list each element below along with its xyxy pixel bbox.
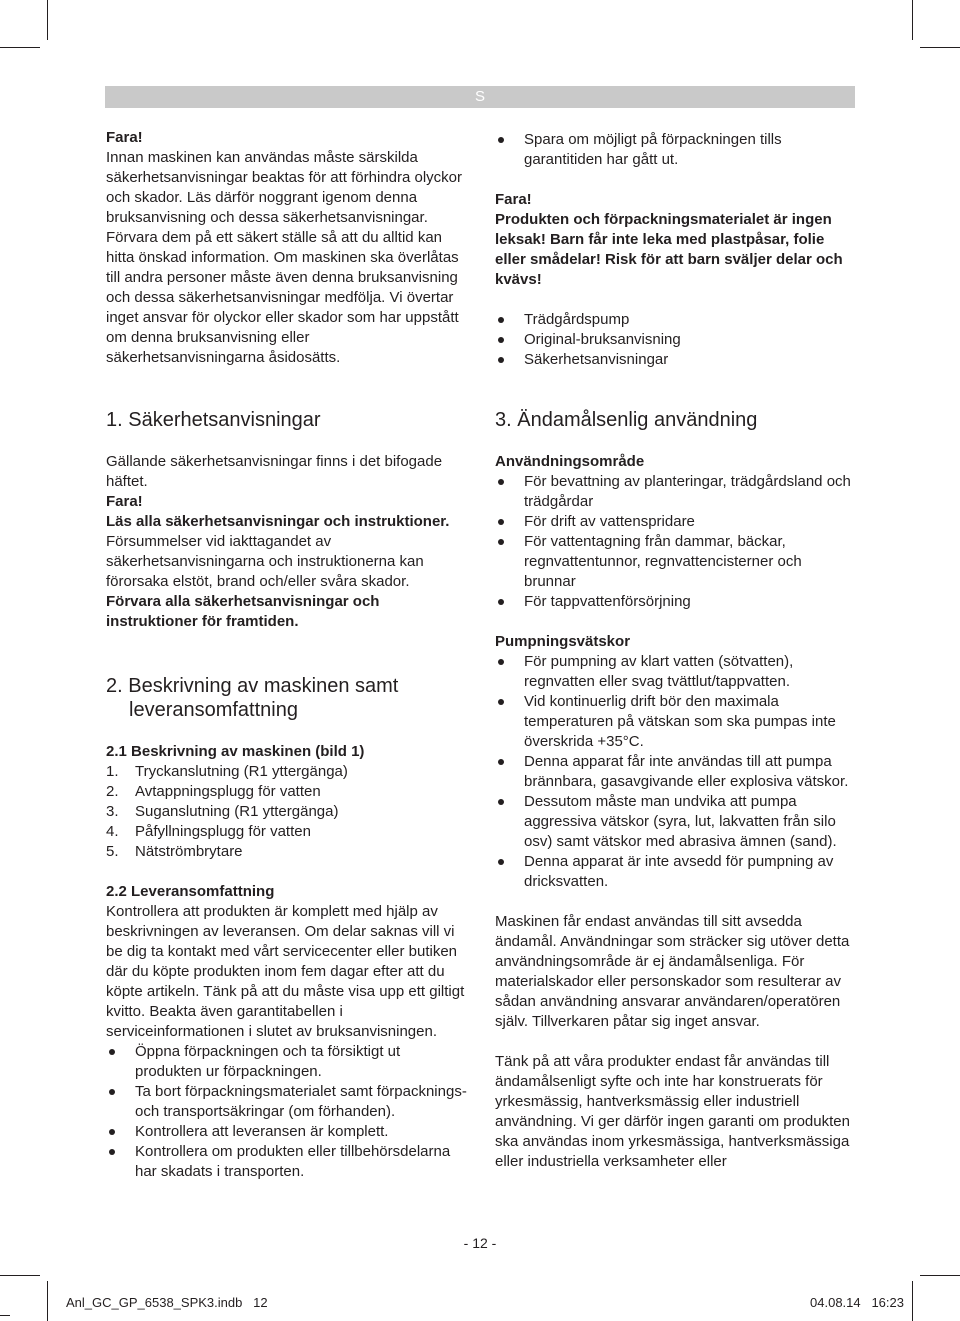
bullet-icon (109, 1089, 115, 1095)
list-item: Spara om möjligt på förpackningen tills garantitiden har gått ut. (495, 130, 855, 170)
intended-use-paragraph: Maskinen får endast användas till sitt avsedda ändamål. Användningar som sträcker sig utöver detta användningsområde är ej ändamålsenliga. För materialskador eller personskador som resulterar av sådan användning ansvarar användaren/operatören själv. Tillverkaren påtar sig inget ansvar. (495, 913, 850, 1030)
list-item: För tappvattenförsörjning (495, 592, 857, 612)
footer-date-time: 04.08.14 16:23 (810, 1295, 904, 1310)
pump-fluids-title: Pumpningsvätskor (495, 633, 631, 650)
bullet-icon (498, 799, 504, 805)
language-letter: S (474, 88, 485, 105)
bullet-icon (498, 539, 504, 545)
section-2-2-text: Kontrollera att produkten är komplett med hjälp av beskrivningen av leveransen. Om delar saknas vill vi be dig ta kontakt med vårt servicecenter eller butiken där du köpte produkten inom fem dagar efter att du köpte artikeln. Tänk på att du måste visa upp ett giltigt kvitto. Beakta även garantitabellen i serviceinformationen i slutet av bruksanvisningen. (106, 903, 465, 1040)
list-item: För bevattning av planteringar, trädgårdsland och trädgårdar (495, 472, 857, 512)
bullet-icon (498, 357, 504, 363)
list-item: Dessutom måste man undvika att pumpa aggressiva vätskor (syra, lut, lakvatten från silo osv) samt vätskor med abrasiva ämnen (sand). (495, 792, 857, 852)
section-2-2-title: 2.2 Leveransomfattning (106, 883, 275, 900)
list-item: Trädgårdspump (495, 310, 855, 330)
bullet-icon (498, 479, 504, 485)
list-item: 3. Suganslutning (R1 yttergänga) (106, 803, 339, 820)
list-item: För vattentagning från dammar, bäckar, regnvattentunnor, regnvattencisterner och brunnar (495, 532, 857, 592)
crop-mark (920, 1275, 960, 1276)
footer-file-name: Anl_GC_GP_6538_SPK3.indb 12 (66, 1295, 268, 1310)
list-item: 2. Avtappningsplugg för vatten (106, 783, 321, 800)
crop-mark (47, 1281, 48, 1321)
list-item: Säkerhetsanvisningar (495, 350, 855, 370)
usage-area-title: Användningsområde (495, 453, 645, 470)
section-2-heading: 2. Beskrivning av maskinen samt leveransomfattning (106, 675, 399, 721)
crop-mark (0, 1275, 40, 1276)
section-1-danger: Läs alla säkerhetsanvisningar och instruktioner. Försummelser vid iakttagandet av säkerhetsanvisningarna och instruktionerna kan förorsaka elstöt, brand och/eller svåra skador. Förvara alla säkerhetsanvisningar och instruktioner för framtiden. (106, 513, 450, 630)
contents-list (495, 310, 855, 370)
bullet-icon (498, 659, 504, 665)
list-item: Vid kontinuerlig drift bör den maximala temperaturen på vätskan som ska pumpas inte överskrida +35°C. (495, 692, 857, 752)
bullet-icon (498, 137, 504, 143)
list-item: Denna apparat är inte avsedd för pumpning av dricksvatten. (495, 852, 857, 892)
list-item: Denna apparat får inte användas till att pumpa brännbara, gasavgivande eller explosiva vätskor. (495, 752, 857, 792)
danger-title: Fara! (106, 129, 143, 146)
list-item: Kontrollera om produkten eller tillbehörsdelarna har skadats i transporten. (106, 1142, 468, 1182)
bullet-icon (498, 699, 504, 705)
parts-list (106, 762, 468, 862)
danger-title: Fara! (495, 191, 532, 208)
list-item: Kontrollera att leveransen är komplett. (106, 1122, 468, 1142)
section-2-1-title: 2.1 Beskrivning av maskinen (bild 1) (106, 743, 365, 760)
keep-packaging-list (495, 130, 855, 170)
danger-text: Innan maskinen kan användas måste särskilda säkerhetsanvisningar beaktas för att förhindra olyckor och skador. Läs därför noggrant igenom denna bruksanvisning och dessa säkerhetsanvisningar. Förvara dem på ett säkert ställe så att du alltid kan hitta önskad information. Om maskinen ska överlåtas till andra personer måste även denna bruksanvisning och dessa säkerhetsanvisningar medfölja. Vi övertar inget ansvar för olyckor eller skador som har uppstått om denna bruksanvisning eller säkerhetsanvisningarna åsidosätts. (106, 149, 463, 366)
list-item: Öppna förpackningen och ta försiktigt ut produkten ur förpackningen. (106, 1042, 468, 1082)
bullet-icon (109, 1049, 115, 1055)
section-3-heading: 3. Ändamålsenlig användning (495, 409, 758, 431)
list-item: 1. Tryckanslutning (R1 yttergänga) (106, 763, 348, 780)
left-main-column (106, 408, 468, 1182)
bullet-icon (498, 519, 504, 525)
bullet-icon (109, 1129, 115, 1135)
danger-text: Produkten och förpackningsmaterialet är ingen leksak! Barn får inte leka med plastpåsar, folie eller smådelar! Risk för att barn sväljer delar och kvävs! (495, 211, 843, 288)
section-1-heading: 1. Säkerhetsanvisningar (106, 409, 321, 431)
bullet-icon (109, 1149, 115, 1155)
section-1-intro: Gällande säkerhetsanvisningar finns i det bifogade häftet. (106, 453, 443, 490)
pump-fluids-list (495, 652, 857, 892)
danger-title: Fara! (106, 493, 143, 510)
unpacking-steps-list (106, 1042, 468, 1182)
list-item: För pumpning av klart vatten (sötvatten), regnvatten eller svag tvättlut/tappvatten. (495, 652, 857, 692)
crop-mark (0, 47, 40, 48)
list-item: Ta bort förpackningsmaterialet samt förpacknings- och transportsäkringar (om förhanden). (106, 1082, 468, 1122)
list-item: 5. Nätströmbrytare (106, 843, 243, 860)
left-top-block (106, 128, 466, 368)
crop-mark (47, 0, 48, 40)
bullet-icon (498, 317, 504, 323)
crop-mark (920, 47, 960, 48)
list-item: 4. Påfyllningsplugg för vatten (106, 823, 311, 840)
crop-mark (0, 1315, 10, 1316)
list-item: Original-bruksanvisning (495, 330, 855, 350)
crop-mark (912, 1281, 913, 1321)
bullet-icon (498, 337, 504, 343)
crop-mark (912, 0, 913, 40)
usage-area-list (495, 472, 857, 612)
list-item: För drift av vattenspridare (495, 512, 857, 532)
bullet-icon (498, 759, 504, 765)
bullet-icon (498, 859, 504, 865)
header-bar (105, 86, 855, 108)
right-main-column (495, 408, 857, 1172)
warranty-paragraph: Tänk på att våra produkter endast får användas till ändamålsenligt syfte och inte har konstruerats för yrkesmässig, hantverksmässig eller industriell användning. Vi ger därför ingen garanti om produkten ska användas inom yrkesmässiga, hantverksmässiga eller industriella verksamheter eller (495, 1053, 850, 1170)
right-top-block (495, 130, 855, 370)
bullet-icon (498, 599, 504, 605)
page-number: - 12 - (463, 1235, 497, 1251)
